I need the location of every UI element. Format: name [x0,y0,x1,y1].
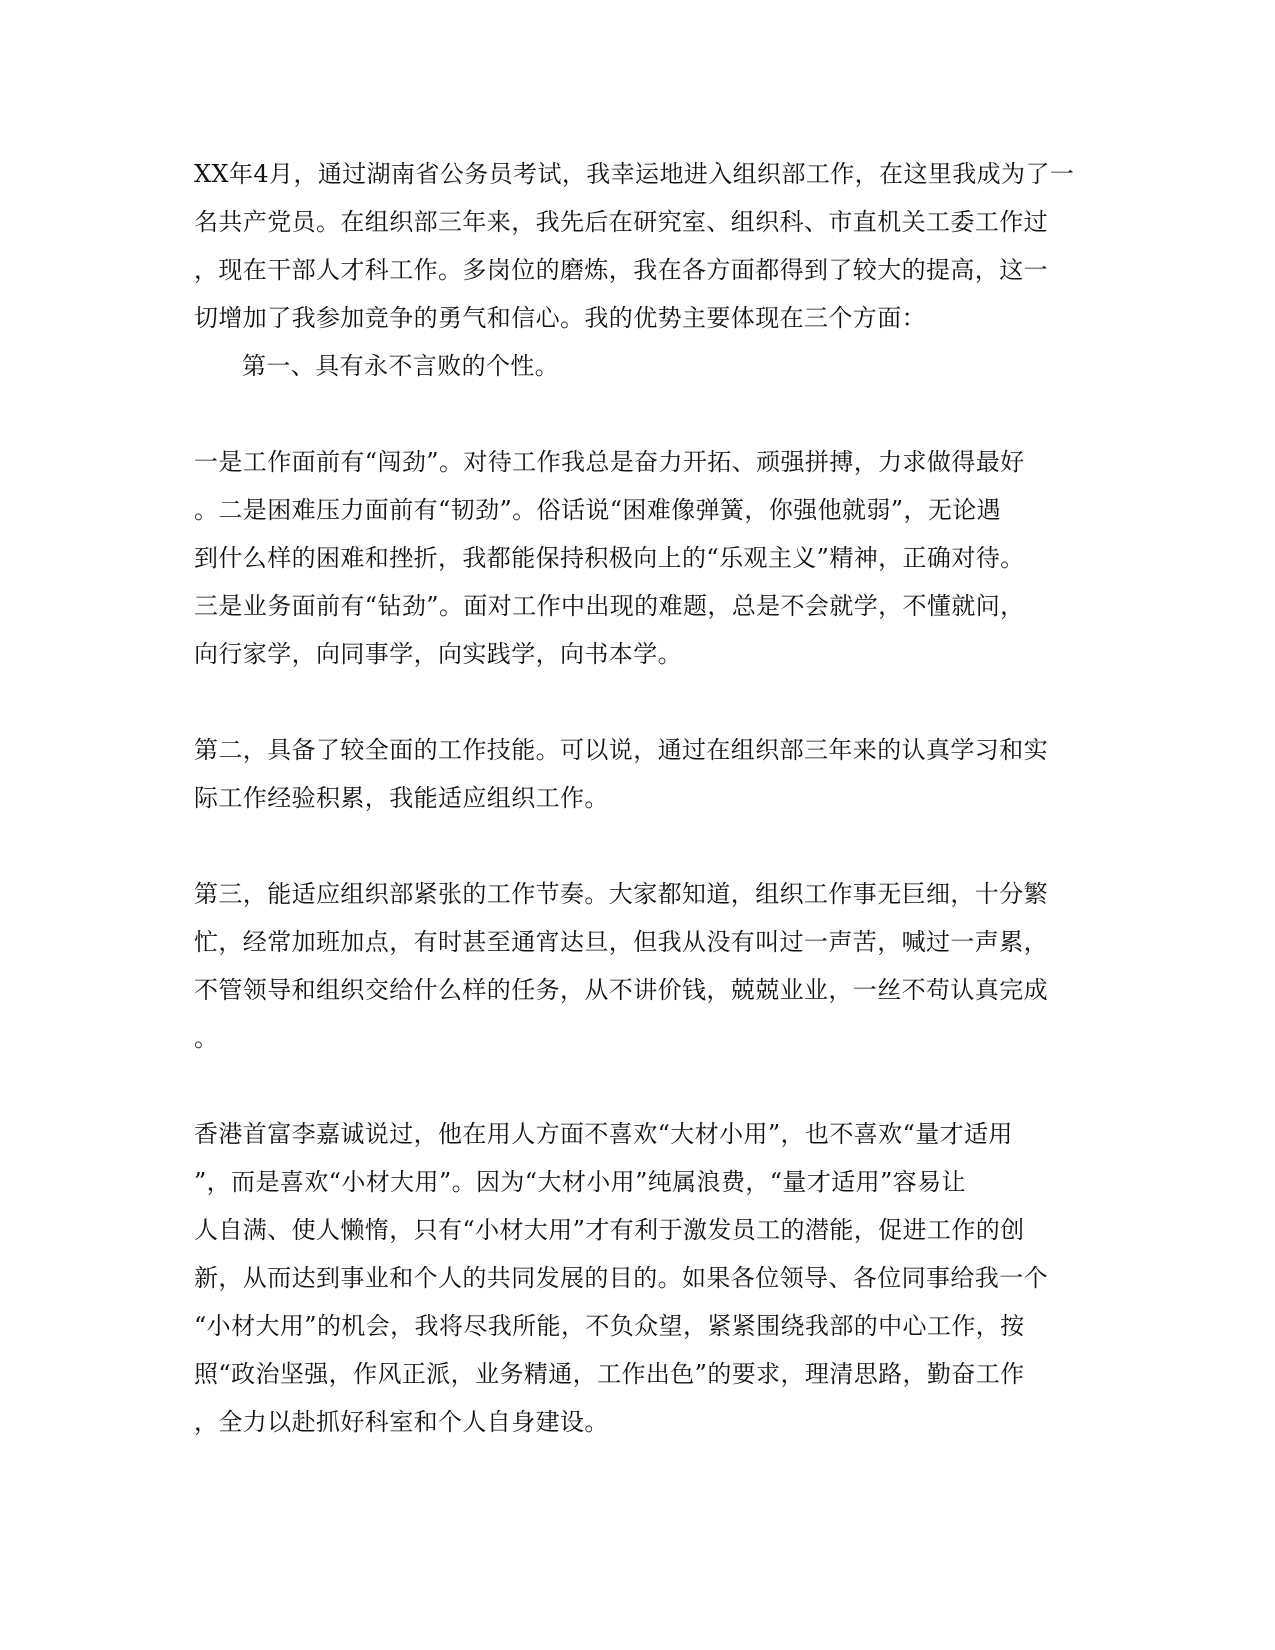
text-line: XX年4月，通过湖南省公务员考试，我幸运地进入组织部工作，在这里我成为了一 [194,160,1075,188]
text-line: 香港首富李嘉诚说过，他在用人方面不喜欢“大材小用”，也不喜欢“量才适用 [194,1120,1013,1148]
text-line: 一是工作面前有“闯劲”。对待工作我总是奋力开拓、顽强拼搏，力求做得最好 [194,448,1025,476]
text-line: 忙，经常加班加点，有时甚至通宵达旦，但我从没有叫过一声苦，喊过一声累， [194,928,1048,956]
text-line: 际工作经验积累，我能适应组织工作。 [194,784,609,812]
paragraph-spacer [194,390,1084,438]
text-line: 人自满、使人懒惰，只有“小材大用”才有利于激发员工的潜能，促进工作的创 [194,1216,1025,1244]
text-line: 。 [194,1024,219,1052]
text-line: 不管领导和组织交给什么样的任务，从不讲价钱，兢兢业业，一丝不苟认真完成 [194,976,1048,1004]
section-heading: 第一、具有永不言败的个性。 [242,352,560,380]
text-line: 。二是困难压力面前有“韧劲”。俗话说“困难像弹簧，你强他就弱”，无论遇 [194,496,1002,524]
paragraph-third-point [194,870,1084,1062]
text-line: ”，而是喜欢“小材大用”。因为“大材小用”纯属浪费，“量才适用”容易让 [194,1168,966,1196]
text-line: 第二，具备了较全面的工作技能。可以说，通过在组织部三年来的认真学习和实 [194,736,1048,764]
paragraph-work-attitude [194,438,1084,678]
text-line: 第三，能适应组织部紧张的工作节奏。大家都知道，组织工作事无巨细，十分繁 [194,880,1048,908]
text-line: 照“政治坚强，作风正派，业务精通，工作出色”的要求，理清思路，勤奋工作 [194,1360,1025,1388]
paragraph-intro [194,150,1084,342]
text-line: ，全力以赴抓好科室和个人自身建设。 [194,1408,609,1436]
paragraph-spacer [194,678,1084,726]
text-line: 到什么样的困难和挫折，我都能保持积极向上的“乐观主义”精神，正确对待。 [194,544,1025,572]
text-line: 切增加了我参加竞争的勇气和信心。我的优势主要体现在三个方面： [194,304,926,332]
paragraph-first-point [194,342,1084,390]
text-line: 新，从而达到事业和个人的共同发展的目的。如果各位领导、各位同事给我一个 [194,1264,1048,1292]
text-line: 名共产党员。在组织部三年来，我先后在研究室、组织科、市直机关工委工作过 [194,208,1048,236]
text-line: “小材大用”的机会，我将尽我所能，不负众望，紧紧围绕我部的中心工作，按 [194,1312,1025,1340]
text-line: 三是业务面前有“钻劲”。面对工作中出现的难题，总是不会就学，不懂就问， [194,592,1025,620]
text-line: ，现在干部人才科工作。多岗位的磨炼，我在各方面都得到了较大的提高，这一 [194,256,1048,284]
paragraph-spacer [194,822,1084,870]
document-body [194,150,1084,1446]
paragraph-second-point [194,726,1084,822]
text-line: 向行家学，向同事学，向实践学，向书本学。 [194,640,682,668]
paragraph-conclusion [194,1110,1084,1446]
paragraph-spacer [194,1062,1084,1110]
